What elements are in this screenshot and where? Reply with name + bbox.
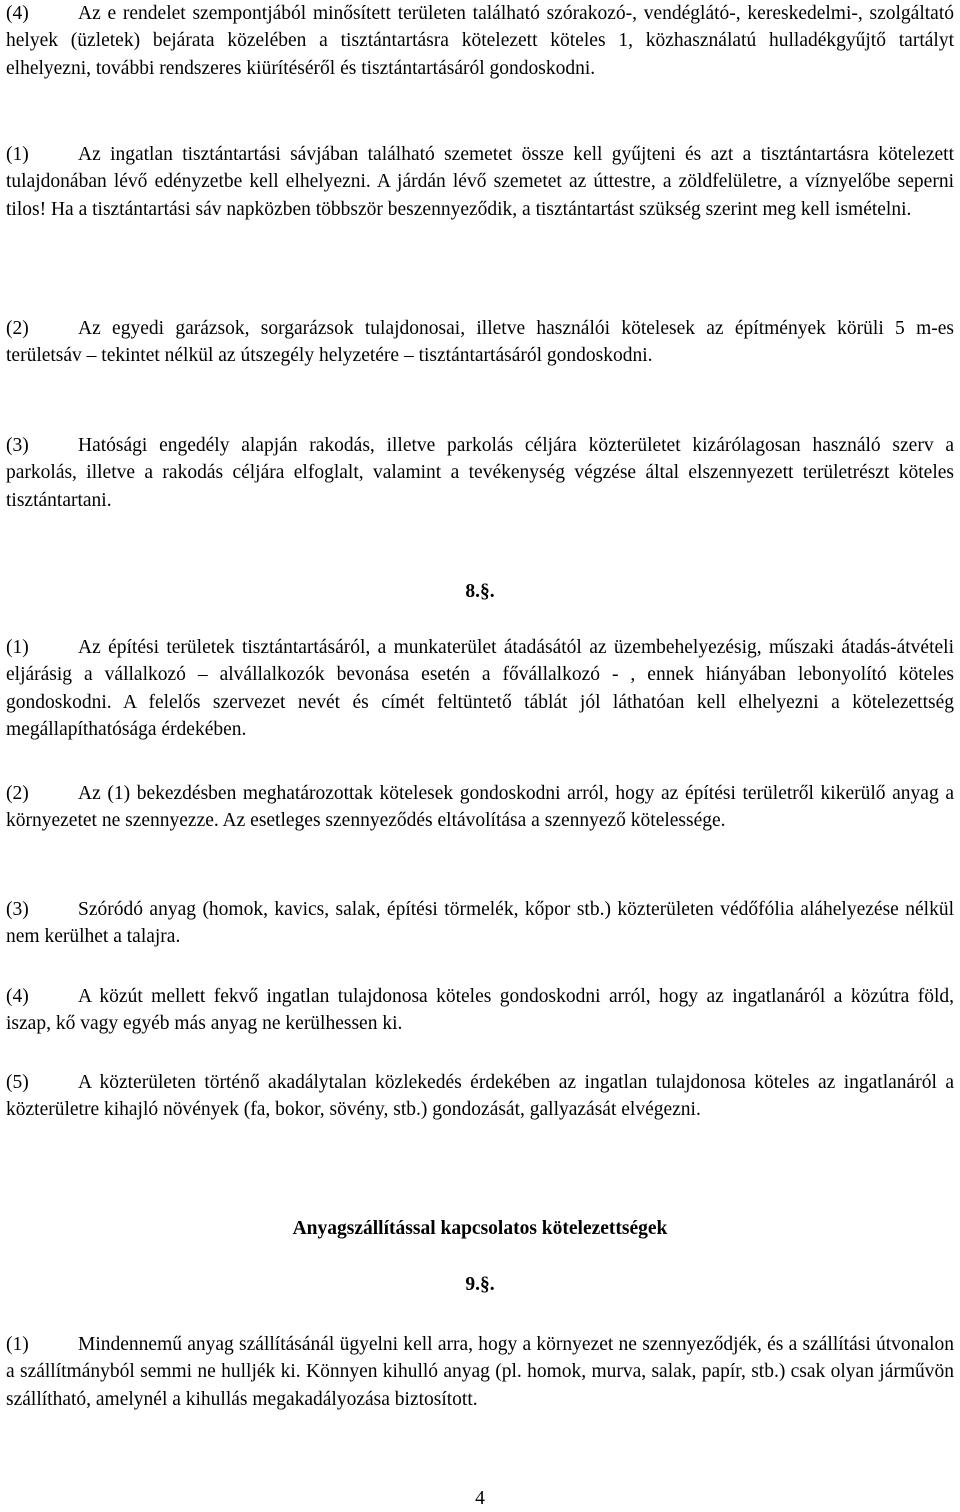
section-number-8: 8.§. — [465, 581, 495, 602]
paragraph-number: (3) — [6, 899, 29, 920]
paragraph-2 — [6, 315, 954, 370]
paragraph-number: (5) — [6, 1072, 29, 1093]
section8-paragraph-4 — [6, 983, 954, 1038]
section9-paragraph-1 — [6, 1331, 954, 1413]
paragraph-text: A közút mellett fekvő ingatlan tulajdonosa köteles gondoskodni arról, hogy az ingatlanáról a közútra föld, iszap, kő vagy egyéb más anyag ne kerülhessen ki. — [6, 986, 954, 1035]
paragraph-number: (3) — [6, 435, 29, 456]
paragraph-number: (1) — [6, 1334, 29, 1355]
paragraph-3 — [6, 432, 954, 514]
paragraph-text: Szóródó anyag (homok, kavics, salak, építési törmelék, kőpor stb.) közterületen védőfólia aláhelyezése nélkül nem kerülhet a talajra. — [6, 899, 954, 948]
paragraph-number: (2) — [6, 783, 29, 804]
page-number: 4 — [475, 1488, 485, 1509]
section-number-9: 9.§. — [465, 1274, 495, 1295]
paragraph-number: (4) — [6, 3, 29, 24]
paragraph-1 — [6, 141, 954, 223]
paragraph-text: Mindennemű anyag szállításánál ügyelni kell arra, hogy a környezet ne szennyeződjék, és a szállítási útvonalon a szállítmányból semmi ne hulljék ki. Könnyen kihulló anyag (pl. homok, murva, salak, papír, stb.) csak olyan járművön szállítható, amelynél a kihullás megakadályozása biztosított. — [6, 1334, 954, 1410]
section8-paragraph-1 — [6, 634, 954, 744]
paragraph-number: (4) — [6, 986, 29, 1007]
paragraph-number: (2) — [6, 318, 29, 339]
paragraph-4 — [6, 0, 954, 82]
paragraph-number: (1) — [6, 637, 29, 658]
paragraph-text: Az e rendelet szempontjából minősített területen található szórakozó-, vendéglátó-, kereskedelmi-, szolgáltató helyek (üzletek) bejárata közelében a tisztántartásra kötelezett köteles 1, közhasználatú hulladékgyűjtő tartályt elhelyezni, további rendszeres kiürítéséről és tisztántartásáról gondoskodni. — [6, 3, 954, 79]
section-heading: Anyagszállítással kapcsolatos kötelezettségek — [292, 1218, 668, 1239]
section8-paragraph-5 — [6, 1069, 954, 1124]
section8-paragraph-3 — [6, 896, 954, 951]
paragraph-text: A közterületen történő akadálytalan közlekedés érdekében az ingatlan tulajdonosa köteles az ingatlanáról a közterületre kihajló növények (fa, bokor, sövény, stb.) gondozását, gallyazását elvégezni. — [6, 1072, 954, 1121]
paragraph-text: Az ingatlan tisztántartási sávjában található szemetet össze kell gyűjteni és azt a tisztántartásra kötelezett tulajdonában lévő edényzetbe kell elhelyezni. A járdán lévő szemetet az úttestre, a zöldfelületre, a víznyelőbe seperni tilos! Ha a tisztántartási sáv napközben többször beszennyeződik, a tisztántartást szükség szerint meg kell ismételni. — [6, 144, 954, 220]
paragraph-text: Hatósági engedély alapján rakodás, illetve parkolás céljára közterületet kizárólagosan használó szerv a parkolás, illetve a rakodás céljára elfoglalt, valamint a tevékenység végzése által elszennyezett területrészt köteles tisztántartani. — [6, 435, 954, 511]
paragraph-number: (1) — [6, 144, 29, 165]
paragraph-text: Az (1) bekezdésben meghatározottak kötelesek gondoskodni arról, hogy az építési területről kikerülő anyag a környezetet ne szennyezze. Az esetleges szennyeződés eltávolítása a szennyező kötelessége. — [6, 783, 954, 832]
paragraph-text: Az építési területek tisztántartásáról, a munkaterület átadásától az üzembehelyezésig, műszaki átadás-átvételi eljárásig a vállalkozó – alvállalkozók bevonása esetén a fővállalkozó - , ennek hiányában lebonyolító köteles gondoskodni. A felelős szervezet nevét és címét feltüntető táblát jól láthatóan kell elhelyezni a kötelezettség megállapíthatósága érdekében. — [6, 637, 954, 741]
paragraph-text: Az egyedi garázsok, sorgarázsok tulajdonosai, illetve használói kötelesek az építmények körüli 5 m-es területsáv – tekintet nélkül az útszegély helyzetére – tisztántartásáról gondoskodni. — [6, 318, 954, 367]
section8-paragraph-2 — [6, 780, 954, 835]
